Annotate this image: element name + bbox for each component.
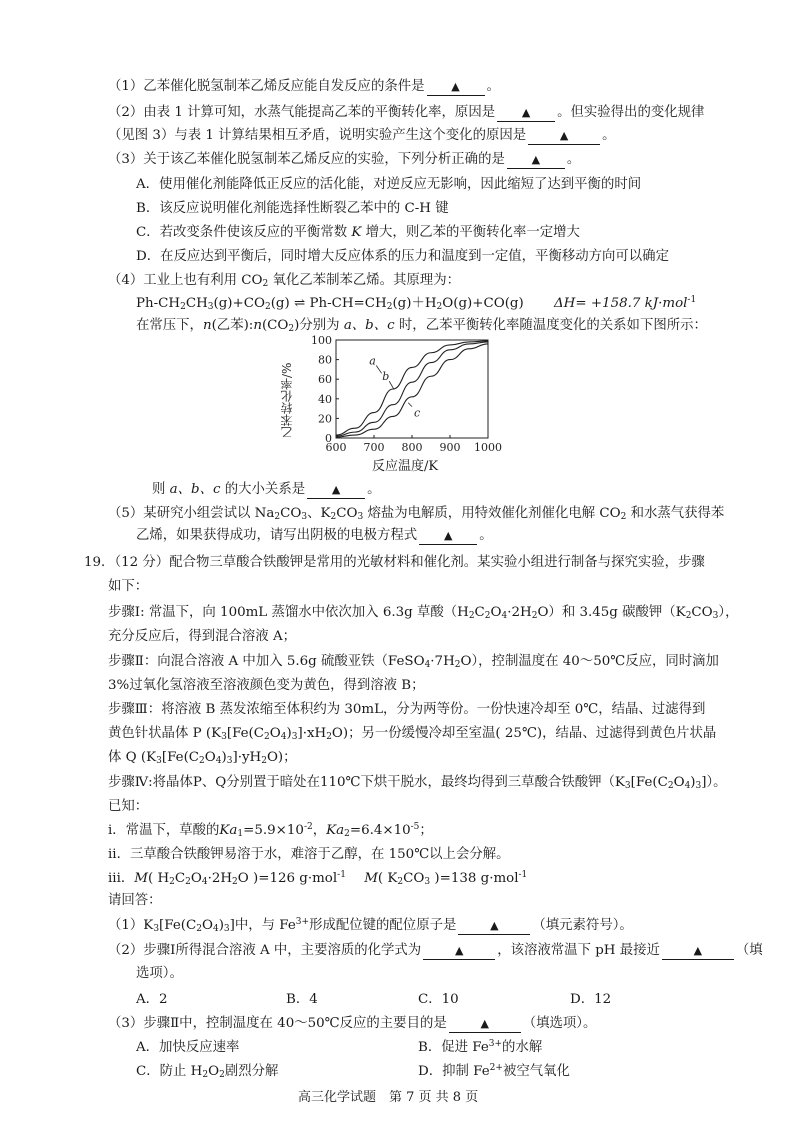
q19-question3: （3）步骤Ⅱ中，控制温度在 40～50℃反应的主要目的是 ▲ （填选项）。 (108, 1016, 597, 1031)
y-tick-label: 100 (311, 334, 332, 347)
x-tick-label: 800 (401, 441, 423, 454)
series-curve-c (336, 344, 488, 437)
answer-blank[interactable]: ▲ (458, 918, 530, 935)
x-tick-label: 900 (439, 441, 461, 454)
q19-step3-cont1: 黄色针状晶体 P $(K_3[Fe(C_2O_4)_3]\cdot xH_2O)$；另一份缓慢冷却至室温( 25℃)，结晶、过滤得到黄色片状晶 (108, 726, 717, 742)
q18-option-d: D．在反应达到平衡后，同时增大反应体系的压力和温度到一定值，平衡移动方向可以确定 (136, 249, 669, 264)
series-label-a: a (369, 354, 376, 368)
answer-blank[interactable]: ▲ (427, 79, 485, 96)
q19-q3-option-a: A．加快反应速率 (136, 1040, 240, 1055)
y-tick-label: 60 (318, 373, 332, 387)
q18-part1: （1）乙苯催化脱氢制苯乙烯反应能自发反应的条件是 ▲ 。 (108, 79, 500, 94)
x-tick-label: 600 (325, 441, 347, 454)
q19-q2-option-b: B．4 (286, 992, 318, 1007)
series-leader-a (376, 365, 381, 373)
q19-q2-option-c: C．10 (418, 992, 459, 1007)
q19-known-3: iii．M( $H_2C_2O_4\cdot 2H_2O$ )=126 g·mol$^{-1}$ M( $K_2CO_3$ )=138 g·mol$^{-1}$ (108, 870, 528, 887)
q18-part3: （3）关于该乙苯催化脱氢制苯乙烯反应的实验，下列分析正确的是 ▲ 。 (108, 152, 581, 167)
chart-x-label: 反应温度/K (372, 459, 439, 474)
q18-part5-line2: 乙烯，如果获得成功，请写出阴极的电极方程式 ▲ 。 (136, 528, 493, 543)
q19-step1: 步骤Ⅰ: 常温下，向 100mL 蒸馏水中依次加入 6.3g 草酸$(H_2C_2O_4\cdot 2H_2O)$和 3.45g 碳酸钾$(K_2CO_3)$， (108, 605, 739, 621)
answer-blank[interactable]: ▲ (423, 943, 495, 960)
q19-step4: 步骤Ⅳ:将晶体P、Q分别置于暗处在110℃下烘干脱水，最终均得到三草酸合铁酸钾$(K_3[Fe(C_2O_4)_3])$。 (108, 775, 727, 791)
series-curve-a (336, 341, 488, 435)
q18-option-b: B．该反应说明催化剂能选择性断裂乙苯中的 C-H 键 (136, 201, 449, 216)
page-footer: 高三化学试题 第 7 页 共 8 页 (298, 1090, 479, 1105)
series-curve-b (336, 342, 488, 436)
answer-blank[interactable]: ▲ (497, 105, 555, 122)
answer-blank[interactable]: ▲ (419, 528, 477, 545)
q18-part5-line1: （5）某研究小组尝试以 $Na_2CO_3$、$K_2CO_3$ 熔盐为电解质，用特效催化剂催化电解 $CO_2$ 和水蒸气获得苯 (108, 506, 725, 522)
q19-heading: 19．（12 分）配合物三草酸合铁酸钾是常用的光敏材料和催化剂。某实验小组进行制备与探究实验，步骤 (84, 555, 705, 570)
answer-blank[interactable]: ▲ (307, 482, 365, 499)
series-leader-c (408, 403, 412, 407)
q19-question1: $(1)K_3[Fe(C_2O_4)_3]$中，与 $Fe^{3+}$形成配位键的配位原子是 ▲ （填元素符号）。 (108, 917, 633, 934)
series-leader-b (389, 381, 394, 389)
y-tick-label: 80 (318, 353, 332, 367)
series-label-c: c (414, 406, 421, 420)
y-tick-label: 0 (325, 432, 332, 445)
q19-q3-option-c: C．防止 $H_2O_2$剧烈分解 (136, 1064, 279, 1080)
q19-known-label: 已知： (108, 799, 149, 814)
conversion-temperature-chart (290, 330, 510, 475)
q18-part4-condition: 在常压下，n(乙苯)$:n(CO_2)$分别为 a、b、c 时，乙苯平衡转化率随温度变化的关系如下图所示： (136, 318, 707, 334)
q18-option-a: A．使用催化剂能降低正反应的活化能，对逆反应无影响，因此缩短了达到平衡的时间 (136, 177, 642, 192)
q19-known-1: i．常温下，草酸的$Ka_1=5.9\times 10^{-2}$，$Ka_2=6.4\times 10^{-5}$； (108, 822, 433, 839)
q19-step1-cont: 充分反应后，得到混合溶液 A； (108, 629, 297, 644)
q19-q3-option-b: B．促进 $Fe^{3+}$的水解 (418, 1039, 543, 1055)
q18-option-c: C．若改变条件使该反应的平衡常数 K 增大，则乙苯的平衡转化率一定增大 (136, 225, 580, 240)
q18-part2-line2: （见图 3）与表 1 计算结果相互矛盾，说明实验产生这个变化的原因是 ▲ 。 (108, 128, 616, 143)
q19-question2-cont: 选项）。 (136, 966, 183, 981)
plot-frame (336, 340, 488, 438)
q18-part4-intro: （4）工业上也有利用 $CO_2$ 氧化乙苯制苯乙烯。其原理为： (108, 273, 460, 289)
q19-known-2: ii．三草酸合铁酸钾易溶于水，难溶于乙醇，在 150℃以上会分解。 (108, 847, 510, 862)
answer-blank[interactable]: ▲ (449, 1016, 521, 1033)
x-tick-label: 1000 (474, 441, 502, 454)
answer-blank[interactable]: ▲ (528, 128, 600, 145)
q19-step2-cont: 3%过氧化氢溶液至溶液颜色变为黄色，得到溶液 B； (108, 678, 425, 693)
answer-blank[interactable]: ▲ (507, 152, 565, 169)
chart-y-label: 乙苯转化率/% (280, 362, 294, 438)
series-label-b: b (382, 370, 390, 384)
q19-heading-cont: 如下： (108, 579, 149, 594)
q19-ask: 请回答： (108, 893, 162, 908)
q19-step2: 步骤Ⅱ：向混合溶液 A 中加入 5.6g 硫酸亚铁$(FeSO_4\cdot 7H_2O)$，控制温度在 40～50℃反应，同时滴加 (108, 654, 719, 670)
x-tick-label: 700 (363, 441, 385, 454)
q18-part4-question: 则 a、b、c 的大小关系是 ▲ 。 (152, 482, 381, 497)
q19-q2-option-d: D．12 (570, 992, 612, 1007)
q19-step3-cont2: 体 Q $(K_3[Fe(C_2O_4)_3]\cdot yH_2O)$； (108, 750, 297, 766)
q19-q2-option-a: A．2 (136, 992, 168, 1007)
q19-question2: （2）步骤Ⅰ所得混合溶液 A 中，主要溶质的化学式为 ▲ ，该溶液常温下 pH 最接近 ▲ （填 (108, 943, 763, 958)
y-tick-label: 20 (318, 412, 332, 426)
answer-blank[interactable]: ▲ (662, 943, 734, 960)
reaction-equation: $Ph-CH_2CH_3(g)+CO_2(g)$ ⇌ $Ph-CH=CH_2(g)+H_2O(g)+CO(g)$ ΔH= +158.7 kJ·mol$^{-1}$ (136, 295, 697, 312)
y-tick-label: 40 (318, 392, 332, 406)
q18-part2-line1: （2）由表 1 计算可知，水蒸气能提高乙苯的平衡转化率，原因是 ▲ 。但实验得出的变化规律 (108, 105, 705, 120)
q19-step3: 步骤Ⅲ：将溶液 B 蒸发浓缩至体积约为 30mL，分为两等份。一份快速冷却至 0℃，结晶、过滤得到 (108, 702, 706, 717)
q19-q3-option-d: D．抑制 $Fe^{2+}$被空气氧化 (418, 1063, 570, 1079)
